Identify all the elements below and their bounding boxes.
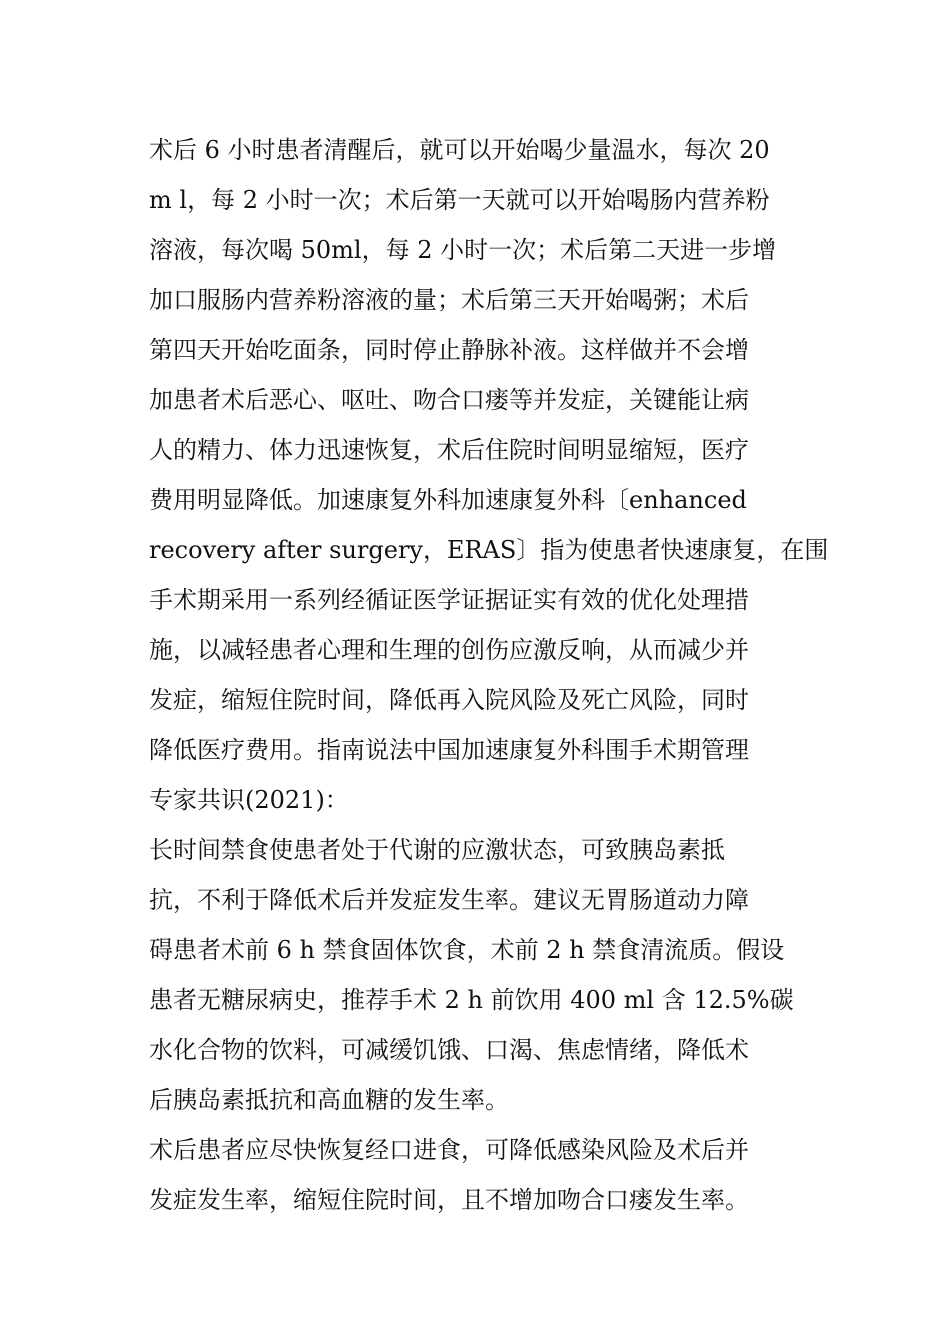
text-line: 降低医疗费用。指南说法中国加速康复外科围手术期管理 [149, 736, 749, 764]
text-line: 人的精力、体力迅速恢复，术后住院时间明显缩短，医疗 [149, 436, 749, 464]
text-line: 术后 6 小时患者清醒后，就可以开始喝少量温水，每次 20 [149, 136, 770, 164]
text-line: 加口服肠内营养粉溶液的量；术后第三天开始喝粥；术后 [149, 286, 749, 314]
text-line: 长时间禁食使患者处于代谢的应激状态，可致胰岛素抵 [149, 836, 725, 864]
text-line: 施，以减轻患者心理和生理的创伤应激反响，从而减少并 [149, 636, 749, 664]
text-line: 抗，不利于降低术后并发症发生率。建议无胃肠道动力障 [149, 886, 749, 914]
text-line: 费用明显降低。加速康复外科加速康复外科〔enhanced [149, 486, 747, 514]
text-line: 加患者术后恶心、呕吐、吻合口瘘等并发症，关键能让病 [149, 386, 749, 414]
text-line: 溶液，每次喝 50ml，每 2 小时一次；术后第二天进一步增 [149, 236, 777, 264]
text-line: m l，每 2 小时一次；术后第一天就可以开始喝肠内营养粉 [149, 186, 770, 214]
text-line: 发症发生率，缩短住院时间，且不增加吻合口瘘发生率。 [149, 1186, 749, 1214]
text-line: 手术期采用一系列经循证医学证据证实有效的优化处理措 [149, 586, 749, 614]
text-line: recovery after surgery，ERAS〕指为使患者快速康复，在围 [149, 536, 829, 564]
text-line: 后胰岛素抵抗和高血糖的发生率。 [149, 1086, 509, 1114]
text-line: 发症，缩短住院时间，降低再入院风险及死亡风险，同时 [149, 686, 749, 714]
text-line: 水化合物的饮料，可减缓饥饿、口渴、焦虑情绪，降低术 [149, 1036, 749, 1064]
text-line: 术后患者应尽快恢复经口进食，可降低感染风险及术后并 [149, 1136, 749, 1164]
text-line: 专家共识(2021)： [149, 786, 349, 814]
text-line: 患者无糖尿病史，推荐手术 2 h 前饮用 400 ml 含 12.5%碳 [149, 986, 794, 1014]
text-line: 第四天开始吃面条，同时停止静脉补液。这样做并不会增 [149, 336, 749, 364]
text-line: 碍患者术前 6 h 禁食固体饮食，术前 2 h 禁食清流质。假设 [149, 936, 785, 964]
